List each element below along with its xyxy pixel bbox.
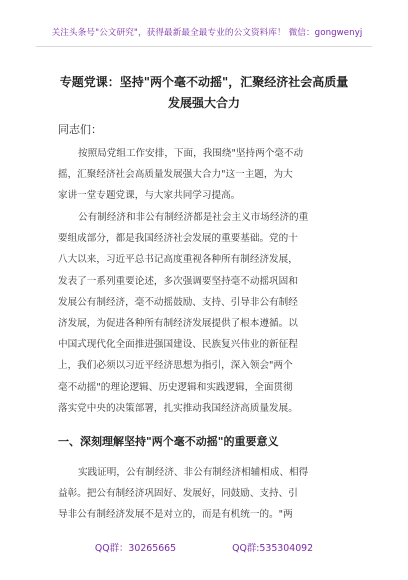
- paragraph-line: 益彰。把公有制经济巩固好、发展好，同鼓励、支持、引: [58, 488, 298, 500]
- paragraph-line: 家讲一堂专题党课，与大家共同学习提高。: [58, 190, 241, 202]
- paragraph-line: 实践证明，公有制经济、非公有制经济相辅相成、相得: [78, 467, 309, 478]
- paragraph-line: 要组成部分，都是我国经济社会发展的重要基础。党的十: [58, 233, 298, 245]
- paragraph-line: 公有制经济和非公有制经济都是社会主义市场经济的重: [78, 212, 309, 223]
- paragraph-line: 发表了一系列重要论述，多次强调要坚持毫不动摇巩固和: [58, 275, 298, 287]
- section-heading-1: 一、深刻理解坚持"两个毫不动摇"的重要意义: [58, 435, 279, 448]
- document-title: [40, 72, 368, 114]
- paragraph-section-1: [58, 462, 354, 526]
- paragraph-body: [58, 207, 354, 419]
- paragraph-line: 摇，汇聚经济社会高质量发展强大合力"这一主题，为大: [58, 169, 293, 181]
- paragraph-line: 中国式现代化全面推进强国建设、民族复兴伟业的新征程: [58, 339, 298, 351]
- paragraph-line: 按照局党组工作安排，下面，我围绕"坚持两个毫不动: [78, 148, 304, 159]
- title-line-1: 专题党课：坚持"两个毫不动摇"，汇聚经济社会高质量: [59, 75, 349, 89]
- footer-qq-group-2: QQ群:535304092: [232, 543, 314, 554]
- paragraph-line: 上，我们必须以习近平经济思想为指引，深入领会"两个: [58, 360, 293, 372]
- footer-contacts: [0, 540, 408, 554]
- title-line-2: 发展强大合力: [167, 96, 240, 110]
- paragraph-line: 导非公有制经济发展不是对立的，而是有机统一的。"两: [58, 509, 293, 521]
- footer-qq-group-1: QQ群：30265665: [94, 543, 177, 554]
- paragraph-line: 落实党中央的决策部署，扎实推动我国经济高质量发展。: [58, 402, 298, 414]
- paragraph-line: 济发展，为促进各种所有制经济发展提供了根本遵循。以: [58, 318, 298, 330]
- paragraph-line: 发展公有制经济，毫不动摇鼓励、支持、引导非公有制经: [58, 296, 298, 308]
- paragraph-intro: [58, 143, 354, 207]
- header-divider: [36, 46, 372, 47]
- greeting: 同志们：: [58, 123, 102, 136]
- paragraph-line: 毫不动摇"的理论逻辑、历史逻辑和实践逻辑，全面贯彻: [58, 381, 293, 393]
- paragraph-line: 八大以来，习近平总书记高度重视各种所有制经济发展，: [58, 254, 298, 266]
- header-promo-note: 关注头条号"公文研究"，获得最新最全最专业的公文资料库！ 微信：gongwenyj: [51, 28, 363, 38]
